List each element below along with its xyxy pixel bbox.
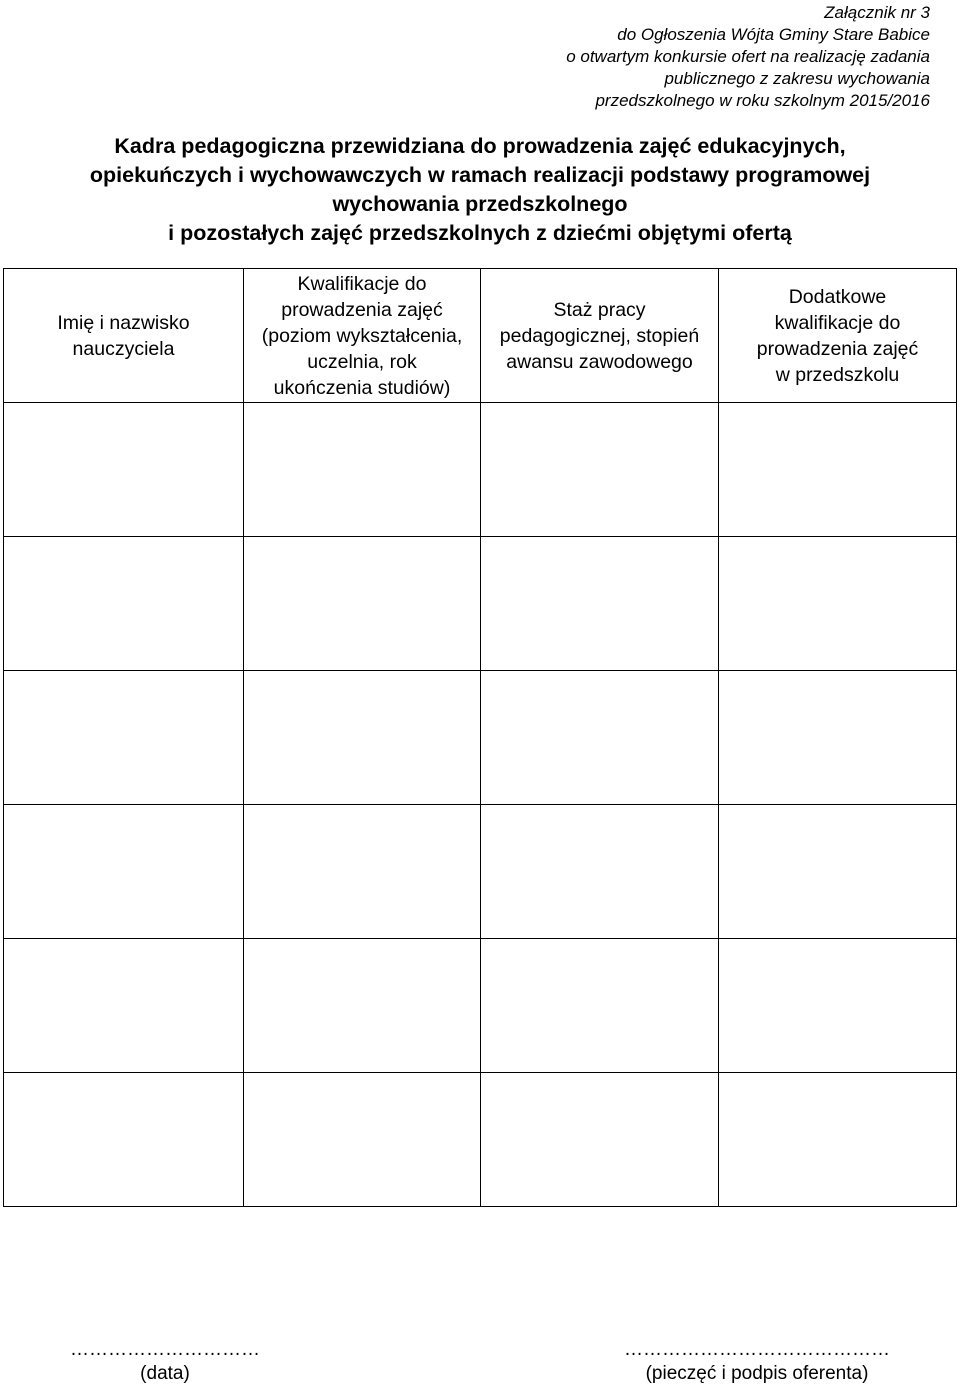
date-signature-field — [50, 1338, 280, 1386]
date-label: (data) — [140, 1363, 190, 1384]
header-line: kwalifikacje do — [774, 311, 901, 334]
table-row — [4, 671, 957, 805]
cell-teacher-name[interactable] — [4, 1073, 244, 1207]
date-dotted-line[interactable]: ………………………… — [70, 1339, 260, 1360]
header-qualifications — [244, 269, 481, 403]
header-line: uczelnia, rok — [307, 350, 417, 373]
document-title — [0, 132, 960, 248]
annex-line: publicznego z zakresu wychowania — [664, 69, 930, 88]
table-row — [4, 537, 957, 671]
header-seniority — [481, 269, 719, 403]
cell-teacher-name[interactable] — [4, 671, 244, 805]
header-line: (poziom wykształcenia, — [261, 324, 463, 347]
cell-teacher-name[interactable] — [4, 939, 244, 1073]
header-teacher-name — [4, 269, 244, 403]
header-line: Dodatkowe — [788, 285, 887, 308]
annex-line: przedszkolnego w roku szkolnym 2015/2016 — [595, 91, 930, 110]
table-row — [4, 1073, 957, 1207]
header-line: pedagogicznej, stopień — [499, 324, 700, 347]
cell-qualifications[interactable] — [244, 805, 481, 939]
table-row — [4, 939, 957, 1073]
cell-additional-qualifications[interactable] — [719, 671, 957, 805]
header-additional-qualifications — [719, 269, 957, 403]
cell-seniority[interactable] — [481, 805, 719, 939]
header-line: awansu zawodowego — [506, 350, 693, 373]
header-line: Staż pracy — [553, 298, 646, 321]
staff-table — [3, 268, 957, 1207]
header-line: Kwalifikacje do — [297, 272, 427, 295]
stamp-label: (pieczęć i podpis oferenta) — [645, 1363, 869, 1384]
cell-seniority[interactable] — [481, 671, 719, 805]
cell-additional-qualifications[interactable] — [719, 939, 957, 1073]
cell-seniority[interactable] — [481, 403, 719, 537]
cell-additional-qualifications[interactable] — [719, 1073, 957, 1207]
cell-additional-qualifications[interactable] — [719, 403, 957, 537]
cell-qualifications[interactable] — [244, 939, 481, 1073]
stamp-dotted-line[interactable]: …………………………………… — [624, 1339, 890, 1360]
title-line: opiekuńczych i wychowawczych w ramach realizacji podstawy programowej — [89, 163, 871, 187]
cell-seniority[interactable] — [481, 939, 719, 1073]
annex-line: o otwartym konkursie ofert na realizację zadania — [566, 47, 930, 66]
header-line: w przedszkolu — [775, 363, 900, 386]
title-line: Kadra pedagogiczna przewidziana do prowadzenia zajęć edukacyjnych, — [114, 134, 846, 158]
cell-qualifications[interactable] — [244, 403, 481, 537]
cell-teacher-name[interactable] — [4, 403, 244, 537]
header-line: nauczyciela — [72, 337, 175, 360]
cell-qualifications[interactable] — [244, 537, 481, 671]
annex-line: do Ogłoszenia Wójta Gminy Stare Babice — [617, 25, 930, 44]
cell-qualifications[interactable] — [244, 671, 481, 805]
cell-teacher-name[interactable] — [4, 537, 244, 671]
cell-teacher-name[interactable] — [4, 805, 244, 939]
title-line: i pozostałych zajęć przedszkolnych z dziećmi objętymi ofertą — [168, 221, 792, 245]
title-line: wychowania przedszkolnego — [332, 192, 628, 216]
cell-qualifications[interactable] — [244, 1073, 481, 1207]
annex-header — [566, 2, 930, 112]
cell-seniority[interactable] — [481, 1073, 719, 1207]
table-row — [4, 805, 957, 939]
cell-additional-qualifications[interactable] — [719, 537, 957, 671]
header-line: prowadzenia zajęć — [756, 337, 919, 360]
header-line: Imię i nazwisko — [57, 311, 190, 334]
cell-seniority[interactable] — [481, 537, 719, 671]
annex-line: Załącznik nr 3 — [824, 3, 930, 22]
cell-additional-qualifications[interactable] — [719, 805, 957, 939]
header-line: prowadzenia zajęć — [281, 298, 443, 321]
table-header-row — [4, 269, 957, 403]
table-row — [4, 403, 957, 537]
stamp-signature-field — [598, 1338, 916, 1386]
header-line: ukończenia studiów) — [273, 376, 451, 399]
